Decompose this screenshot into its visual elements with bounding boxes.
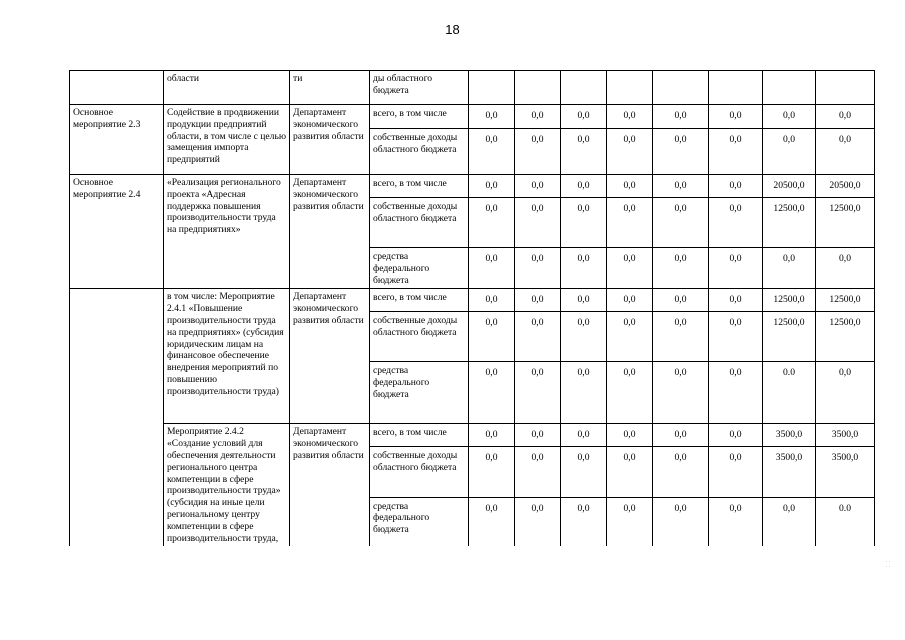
measure-name-cell: Основное мероприятие 2.3 [70, 105, 164, 175]
table-row [70, 289, 875, 312]
value-cell: 0,0 [469, 175, 515, 198]
value-cell: 0,0 [515, 198, 561, 248]
value-cell: 0,0 [709, 248, 763, 289]
value-cell: 0,0 [816, 248, 875, 289]
executor-cell: Департамент экономического развития области [290, 105, 370, 175]
measure-description-cell: Содействие в продвижении продукции предприятий области, в том числе с целью замещения импорта предприятий [164, 105, 290, 175]
value-cell: 12500,0 [763, 312, 816, 362]
value-cell: 0,0 [709, 447, 763, 497]
value-cell: 0,0 [763, 105, 816, 129]
value-cell: 0,0 [515, 289, 561, 312]
measure-description-cell: Мероприятие 2.4.2 «Создание условий для обеспечения деятельности регионального центра компетенции в сфере производительности труда» (субсидия на иные цели региональному центру компетенции в сфере производительности труда, [164, 424, 290, 546]
value-cell: 12500,0 [816, 312, 875, 362]
value-cell: 0,0 [469, 362, 515, 424]
value-cell: 0,0 [709, 312, 763, 362]
value-cell: 0,0 [469, 447, 515, 497]
value-cell: 0,0 [709, 105, 763, 129]
value-cell: 12500,0 [763, 198, 816, 248]
table-row [70, 105, 875, 129]
value-cell: 0,0 [763, 129, 816, 175]
value-cell: 0,0 [653, 105, 709, 129]
value-cell: 0,0 [561, 362, 607, 424]
value-cell: 0,0 [561, 129, 607, 175]
funding-source-cell: собственные доходы областного бюджета [370, 447, 469, 497]
value-cell: 3500,0 [763, 424, 816, 447]
value-cell: 0,0 [561, 175, 607, 198]
header-cell-value [816, 71, 875, 105]
value-cell: 0,0 [607, 248, 653, 289]
value-cell: 0,0 [653, 362, 709, 424]
header-cell-value [515, 71, 561, 105]
value-cell: 0,0 [607, 312, 653, 362]
table-row [70, 424, 875, 447]
value-cell: 0,0 [469, 289, 515, 312]
value-cell: 20500,0 [816, 175, 875, 198]
value-cell: 12500,0 [816, 289, 875, 312]
value-cell: 0,0 [515, 105, 561, 129]
funding-source-cell: всего, в том числе [370, 424, 469, 447]
header-row [70, 71, 875, 105]
value-cell: 0.0 [816, 497, 875, 546]
measure-description-cell: в том числе: Мероприятие 2.4.1 «Повышение производительности труда на предприятиях» (субсидия юридическим лицам на финансовое обеспечение внедрения мероприятий по повышению производительности труда) [164, 289, 290, 424]
header-cell-name [70, 71, 164, 105]
value-cell: 0,0 [469, 312, 515, 362]
value-cell: 0,0 [709, 289, 763, 312]
measure-name-cell: Основное мероприятие 2.4 [70, 175, 164, 289]
funding-source-cell: собственные доходы областного бюджета [370, 198, 469, 248]
value-cell: 0,0 [816, 129, 875, 175]
value-cell: 0,0 [709, 129, 763, 175]
funding-source-cell: всего, в том числе [370, 289, 469, 312]
value-cell: 0,0 [607, 175, 653, 198]
funding-source-cell: средства федерального бюджета [370, 248, 469, 289]
header-cell-value [561, 71, 607, 105]
value-cell: 0,0 [607, 289, 653, 312]
value-cell: 0.0 [763, 362, 816, 424]
value-cell: 0,0 [561, 289, 607, 312]
value-cell: 0,0 [607, 129, 653, 175]
value-cell: 12500,0 [763, 289, 816, 312]
value-cell: 0,0 [469, 424, 515, 447]
value-cell: 3500,0 [816, 424, 875, 447]
value-cell: 0,0 [561, 198, 607, 248]
value-cell: 0,0 [561, 424, 607, 447]
value-cell: 0,0 [561, 497, 607, 546]
header-cell-description: области [164, 71, 290, 105]
value-cell: 0,0 [515, 424, 561, 447]
value-cell: 0,0 [709, 424, 763, 447]
value-cell: 0,0 [653, 129, 709, 175]
value-cell: 0,0 [709, 175, 763, 198]
value-cell: 0,0 [653, 312, 709, 362]
measure-description-cell: «Реализация регионального проекта «Адресная поддержка повышения производительности труда на предприятиях» [164, 175, 290, 289]
table-row [70, 175, 875, 198]
header-cell-value [763, 71, 816, 105]
value-cell: 0,0 [653, 424, 709, 447]
value-cell: 0,0 [763, 497, 816, 546]
value-cell: 0,0 [561, 312, 607, 362]
value-cell: 0,0 [515, 175, 561, 198]
header-cell-value [653, 71, 709, 105]
header-cell-value [607, 71, 653, 105]
table-body [70, 71, 875, 547]
value-cell: 0,0 [653, 447, 709, 497]
value-cell: 0,0 [469, 105, 515, 129]
value-cell: 0,0 [561, 447, 607, 497]
funding-source-cell: средства федерального бюджета [370, 497, 469, 546]
value-cell: 0,0 [607, 198, 653, 248]
value-cell: 3500,0 [816, 447, 875, 497]
value-cell: 0,0 [515, 312, 561, 362]
value-cell: 0,0 [763, 248, 816, 289]
measure-name-cell [70, 289, 164, 424]
value-cell: 0,0 [816, 362, 875, 424]
executor-cell: Департамент экономического развития области [290, 289, 370, 424]
scan-margin-mark: · · · · [886, 560, 891, 570]
funding-source-cell: собственные доходы областного бюджета [370, 312, 469, 362]
value-cell: 0,0 [607, 497, 653, 546]
value-cell: 0,0 [709, 198, 763, 248]
value-cell: 12500,0 [816, 198, 875, 248]
value-cell: 0,0 [653, 248, 709, 289]
value-cell: 0,0 [469, 198, 515, 248]
funding-source-cell: собственные доходы областного бюджета [370, 129, 469, 175]
value-cell: 0,0 [515, 447, 561, 497]
value-cell: 0,0 [653, 198, 709, 248]
value-cell: 0,0 [607, 424, 653, 447]
value-cell: 0,0 [515, 129, 561, 175]
value-cell: 3500,0 [763, 447, 816, 497]
value-cell: 0,0 [469, 497, 515, 546]
header-cell-source: ды областного бюджета [370, 71, 469, 105]
value-cell: 0,0 [607, 447, 653, 497]
budget-table [69, 70, 875, 546]
value-cell: 0,0 [607, 362, 653, 424]
value-cell: 0,0 [561, 248, 607, 289]
funding-source-cell: средства федерального бюджета [370, 362, 469, 424]
value-cell: 0,0 [653, 289, 709, 312]
header-cell-value [709, 71, 763, 105]
page-number: 18 [445, 22, 460, 37]
executor-cell: Департамент экономического развития области [290, 175, 370, 289]
value-cell: 0,0 [515, 497, 561, 546]
funding-source-cell: всего, в том числе [370, 105, 469, 129]
measure-name-cell [70, 424, 164, 546]
funding-source-cell: всего, в том числе [370, 175, 469, 198]
value-cell: 0,0 [515, 248, 561, 289]
value-cell: 0,0 [816, 105, 875, 129]
value-cell: 0,0 [709, 497, 763, 546]
value-cell: 0,0 [469, 129, 515, 175]
value-cell: 0,0 [709, 362, 763, 424]
value-cell: 0,0 [653, 497, 709, 546]
header-cell-value [469, 71, 515, 105]
value-cell: 0,0 [515, 362, 561, 424]
value-cell: 0,0 [561, 105, 607, 129]
header-cell-executor: ти [290, 71, 370, 105]
value-cell: 0,0 [607, 105, 653, 129]
executor-cell: Департамент экономического развития области [290, 424, 370, 546]
value-cell: 0,0 [653, 175, 709, 198]
value-cell: 20500,0 [763, 175, 816, 198]
value-cell: 0,0 [469, 248, 515, 289]
